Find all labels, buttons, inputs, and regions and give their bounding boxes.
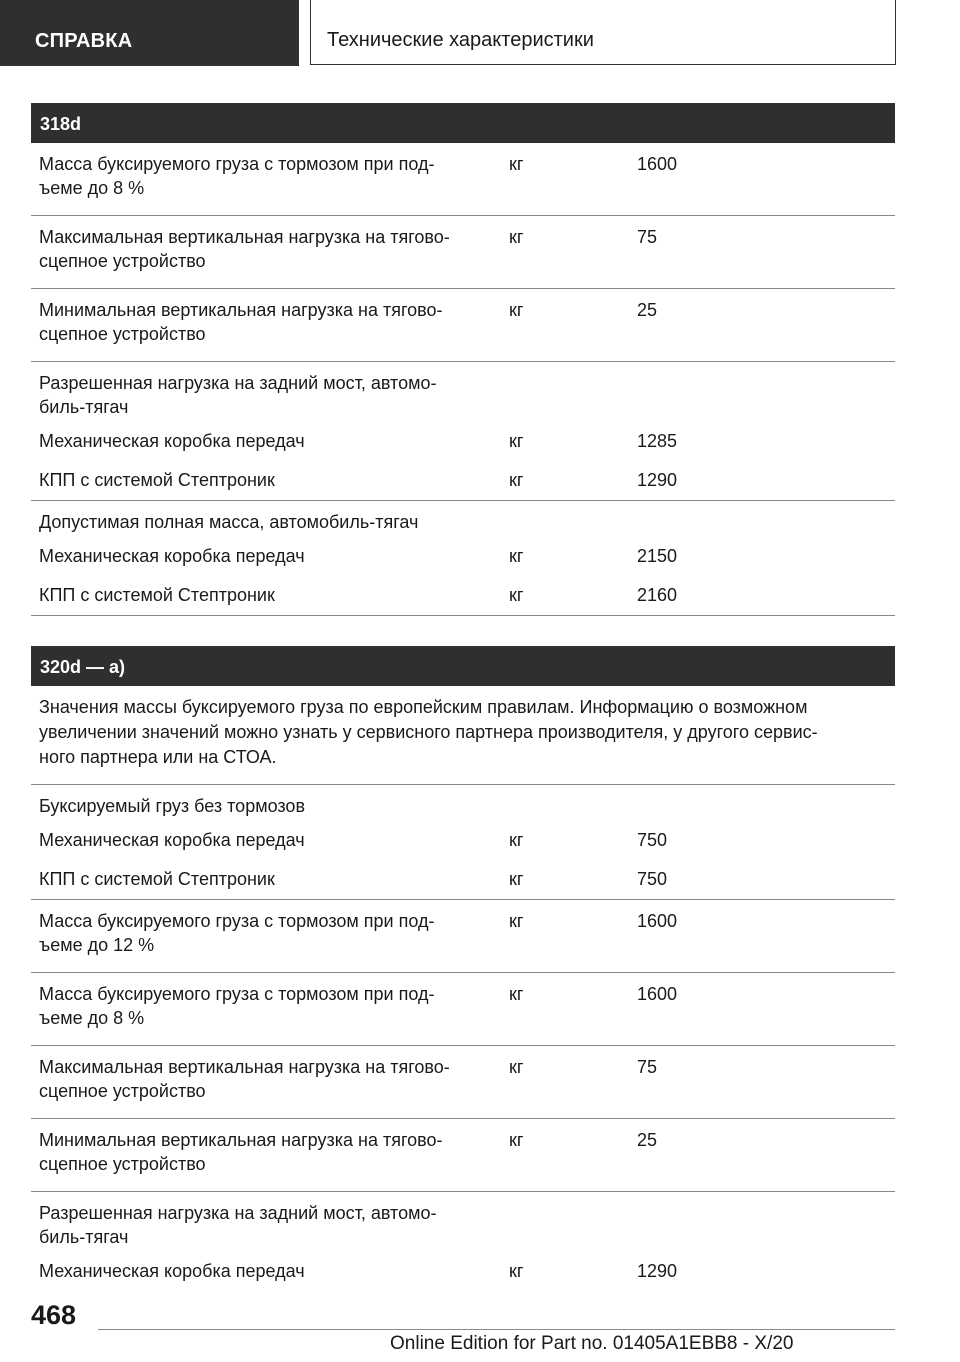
page-number: 468 — [31, 1300, 77, 1330]
section-heading-318d: 318d — [31, 103, 895, 143]
spec-row: Масса буксируемого груза с тормозом при под- ъеме до 12 % кг 1600 — [31, 900, 895, 973]
spec-group-label: Допустимая полная масса, автомобиль-тягач — [39, 512, 419, 532]
section-note: Значения массы буксируемого груза по европейским правилам. Информацию о возможном увеличении значений можно узнать у сервисного партнера производителя, у другого сервис- ного партнера или на СТОА. — [31, 686, 895, 785]
spec-group-label: Разрешенная нагрузка на задний мост, автомо- биль-тягач — [39, 373, 437, 417]
spec-subrow: Механическая коробка передач кг 2150 — [39, 546, 678, 566]
section-title: СПРАВКА — [35, 30, 133, 52]
spec-subrow: КПП с системой Стептроник кг 2160 — [31, 576, 895, 616]
spec-subrow: Механическая коробка передач кг 1290 — [39, 1261, 678, 1281]
spec-group-label: Разрешенная нагрузка на задний мост, автомо- биль-тягач — [39, 1203, 437, 1247]
chapter-title: Технические характеристики — [327, 29, 594, 51]
spec-group-label: Буксируемый груз без тормозов — [39, 796, 306, 816]
spec-content — [31, 103, 895, 1291]
spec-row: Минимальная вертикальная нагрузка на тягово- сцепное устройство кг 25 — [31, 289, 895, 362]
spec-row: Масса буксируемого груза с тормозом при под- ъеме до 8 % кг 1600 — [31, 973, 895, 1046]
spec-row: Масса буксируемого груза с тормозом при под- ъеме до 8 % кг 1600 — [31, 143, 895, 216]
section-heading-320d: 320d — a) — [31, 646, 895, 686]
footer-divider — [98, 1329, 895, 1330]
spec-subrow: Механическая коробка передач кг 750 — [39, 830, 668, 850]
spec-subrow: КПП с системой Стептроник кг 750 — [31, 860, 895, 900]
edition-footer: Online Edition for Part no. 01405A1EBB8 - X/20 — [390, 1333, 794, 1354]
spec-subrow: Механическая коробка передач кг 1285 — [39, 431, 678, 451]
spec-row: Максимальная вертикальная нагрузка на тягово- сцепное устройство кг 75 — [31, 216, 895, 289]
chapter-header — [310, 0, 896, 65]
section-tab — [0, 0, 299, 66]
spec-row: Максимальная вертикальная нагрузка на тягово- сцепное устройство кг 75 — [31, 1046, 895, 1119]
spec-subrow: КПП с системой Стептроник кг 1290 — [31, 461, 895, 501]
spec-row: Минимальная вертикальная нагрузка на тягово- сцепное устройство кг 25 — [31, 1119, 895, 1192]
